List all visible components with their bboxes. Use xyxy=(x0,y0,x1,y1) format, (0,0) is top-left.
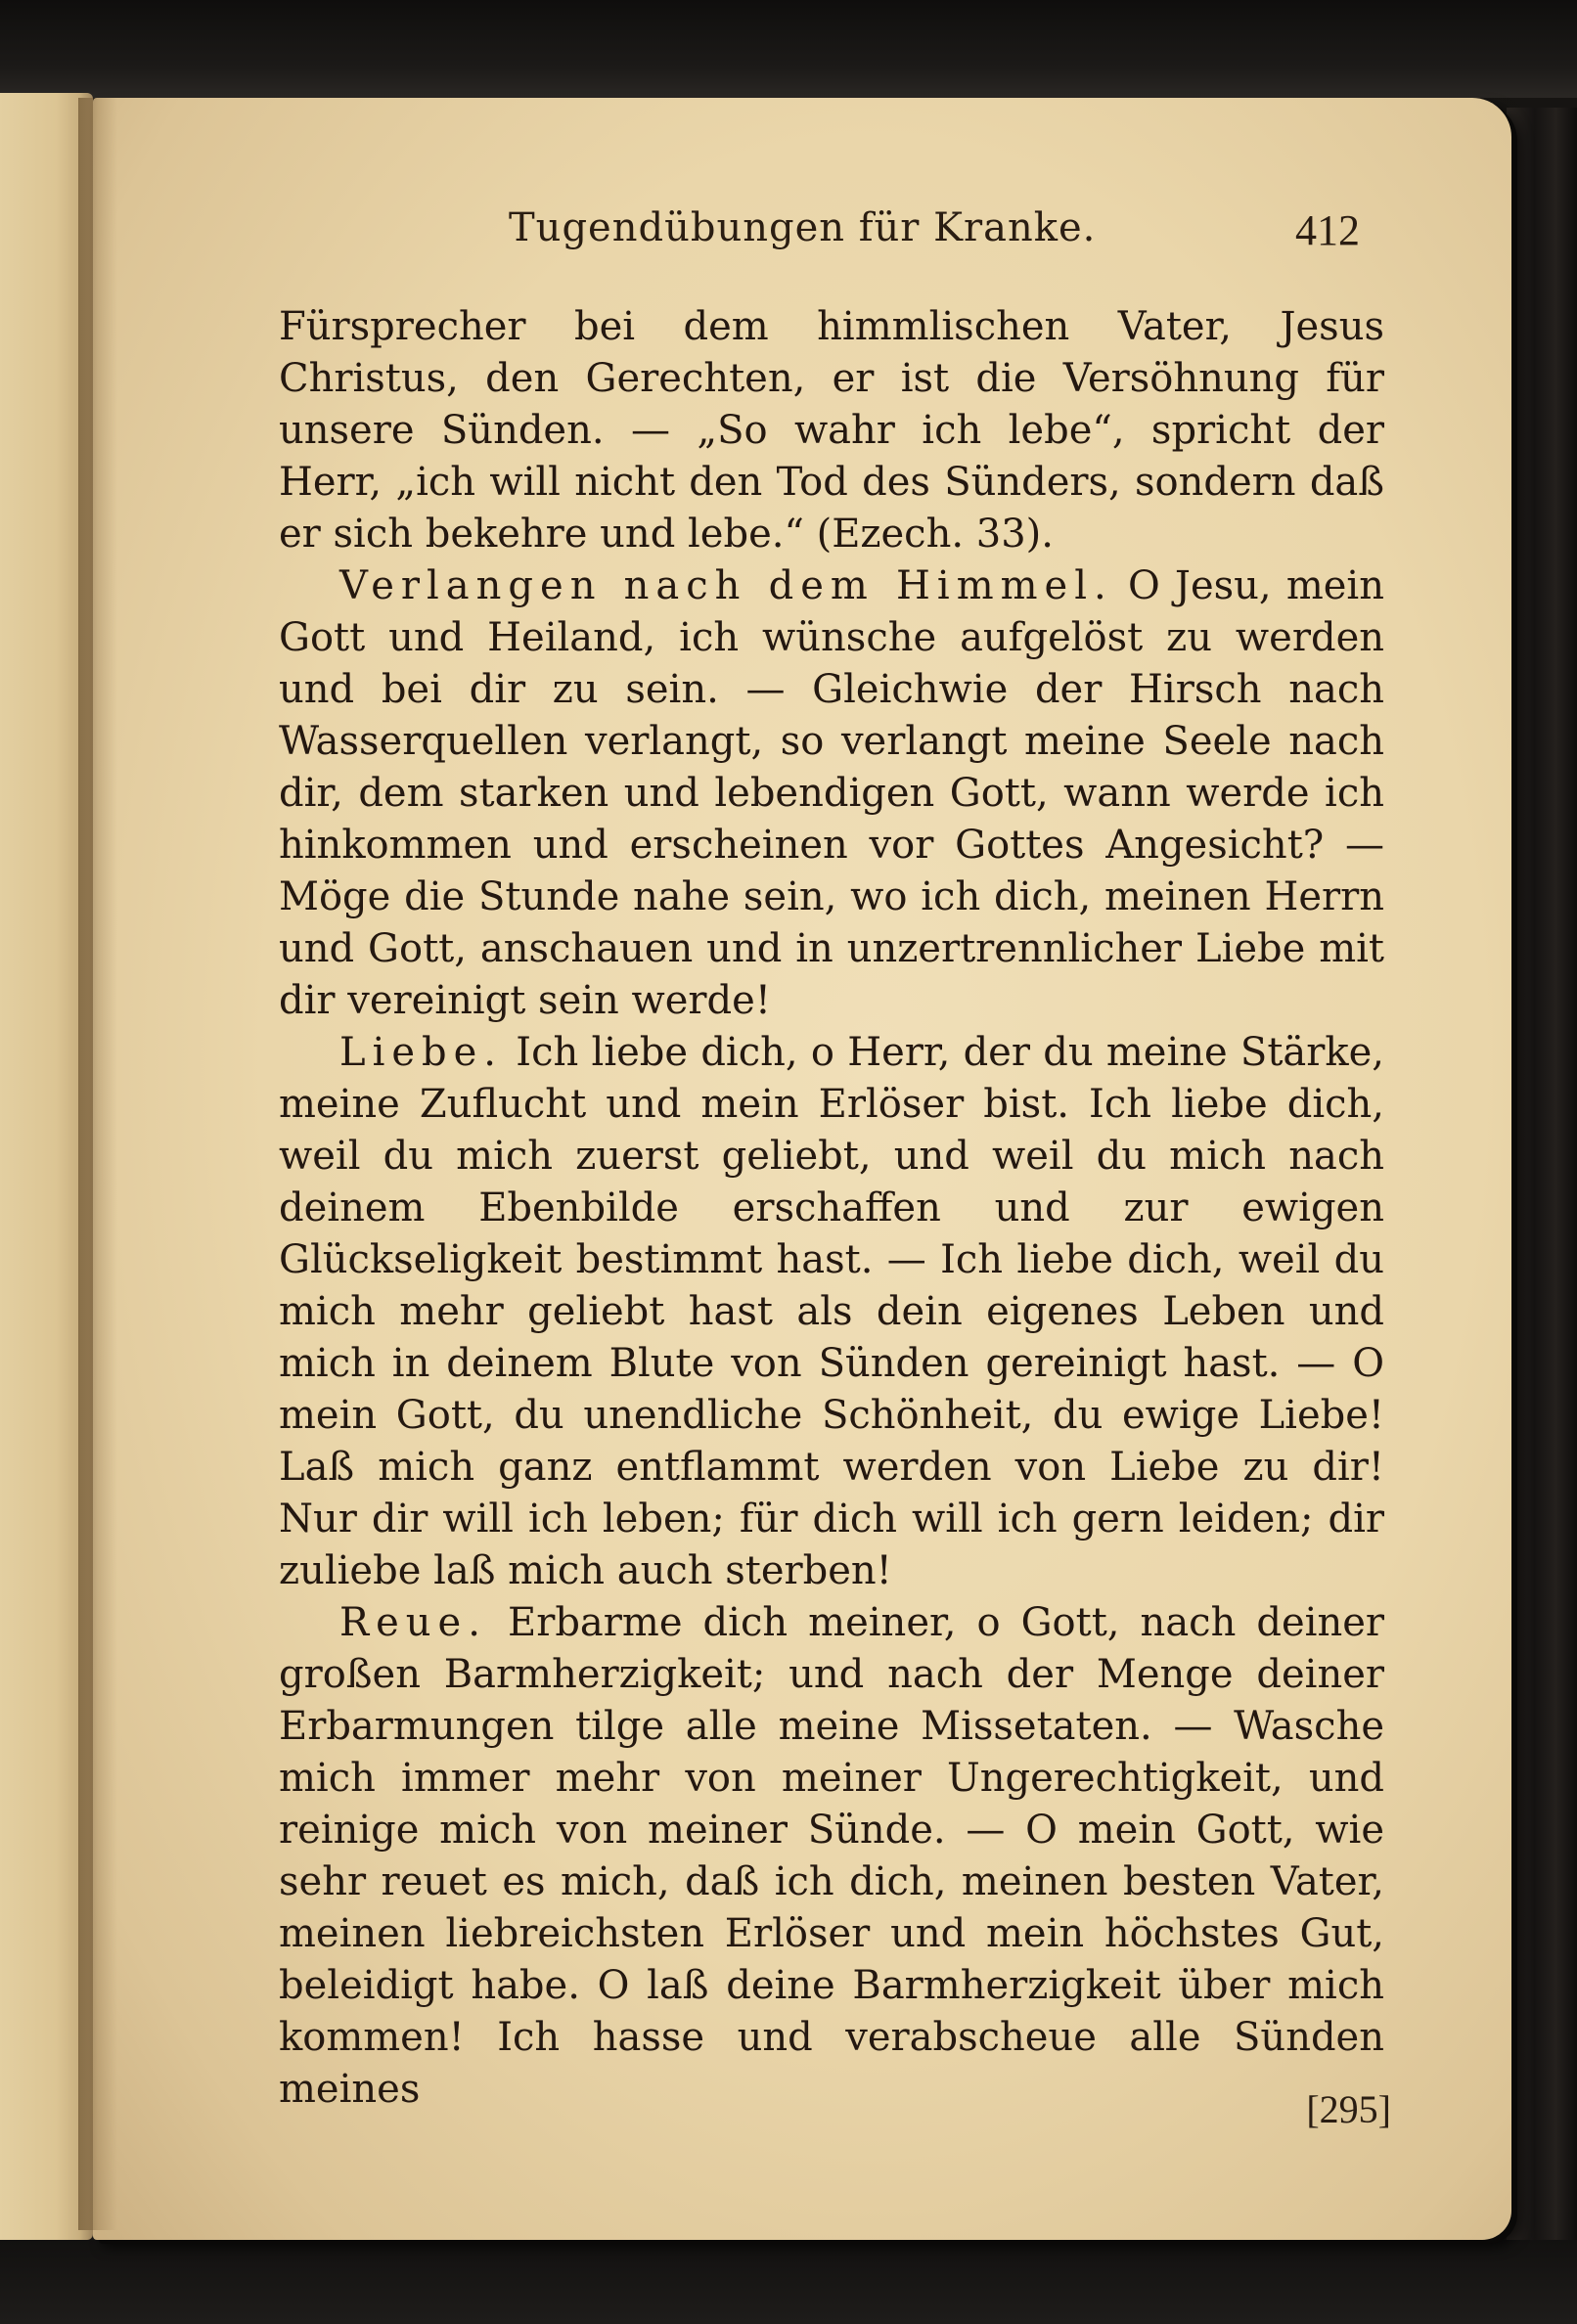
book-cover-edge xyxy=(1507,108,1577,2240)
signature-mark: [295] xyxy=(1306,2087,1391,2131)
page-body xyxy=(279,301,1384,2116)
paragraph-text: Fürsprecher bei dem himmlischen Vater, Jesus Christus, den Gerechten, er ist die Versöhnung für unsere Sünden. — „So wahr ich lebe“, spricht der Herr, „ich will nicht den Tod des Sünders, sondern daß er sich bekehre und lebe.“ (Ezech. 33). xyxy=(279,304,1384,557)
page-number: 412 xyxy=(1295,206,1360,254)
paragraph xyxy=(279,1027,1384,1597)
running-title: Tugendübungen für Kranke. xyxy=(509,205,1097,250)
gutter-shadow xyxy=(78,98,117,2230)
paragraph-text: O Jesu, mein Gott und Heiland, ich wünsche aufgelöst zu werden und bei dir zu sein. — Gleichwie der Hirsch nach Wasserquellen verlangt, so verlangt meine Seele nach dir, dem starken und lebendigen Gott, wann werde ich hinkommen und erscheinen vor Gottes Angesicht? — Möge die Stunde nahe sein, wo ich dich, meinen Herrn und Gott, anschauen und in unzertrennlicher Liebe mit dir vereinigt sein werde! xyxy=(279,563,1384,1023)
paragraph xyxy=(279,560,1384,1027)
section-heading: Liebe. xyxy=(339,1030,504,1075)
running-head xyxy=(509,205,1360,264)
section-heading: Verlangen nach dem Himmel. xyxy=(339,563,1113,608)
paragraph-text: Ich liebe dich, o Herr, der du meine Stärke, meine Zuflucht und mein Erlöser bist. Ich liebe dich, weil du mich zuerst geliebt, und weil du mich nach deinem Ebenbilde erschaffen und zur ewigen Glückseligkeit bestimmt hast. — Ich liebe dich, weil du mich mehr geliebt hast als dein eigenes Leben und mich in deinem Blute von Sünden gereinigt hast. — O mein Gott, du unendliche Schönheit, du ewige Liebe! Laß mich ganz entflammt werden von Liebe zu dir! Nur dir will ich leben; für dich will ich gern leiden; dir zuliebe laß mich auch sterben! xyxy=(279,1030,1385,1593)
paragraph xyxy=(279,301,1384,560)
scan-background-top xyxy=(0,0,1577,98)
paragraph-text: Erbarme dich meiner, o Gott, nach deiner großen Barmherzigkeit; und nach der Menge deiner Erbarmungen tilge alle meine Missetaten. — Wasche mich immer mehr von meiner Ungerechtigkeit, und reinige mich von meiner Sünde. — O mein Gott, wie sehr reuet es mich, daß ich dich, meinen besten Vater, meinen liebreichsten Erlöser und mein höchstes Gut, beleidigt habe. O laß deine Barmherzigkeit über mich kommen! Ich hasse und verabscheue alle Sünden meines xyxy=(279,1600,1385,2112)
section-heading: Reue. xyxy=(339,1600,487,1645)
scan-background-bottom xyxy=(0,2240,1577,2324)
paragraph xyxy=(279,1597,1384,2116)
